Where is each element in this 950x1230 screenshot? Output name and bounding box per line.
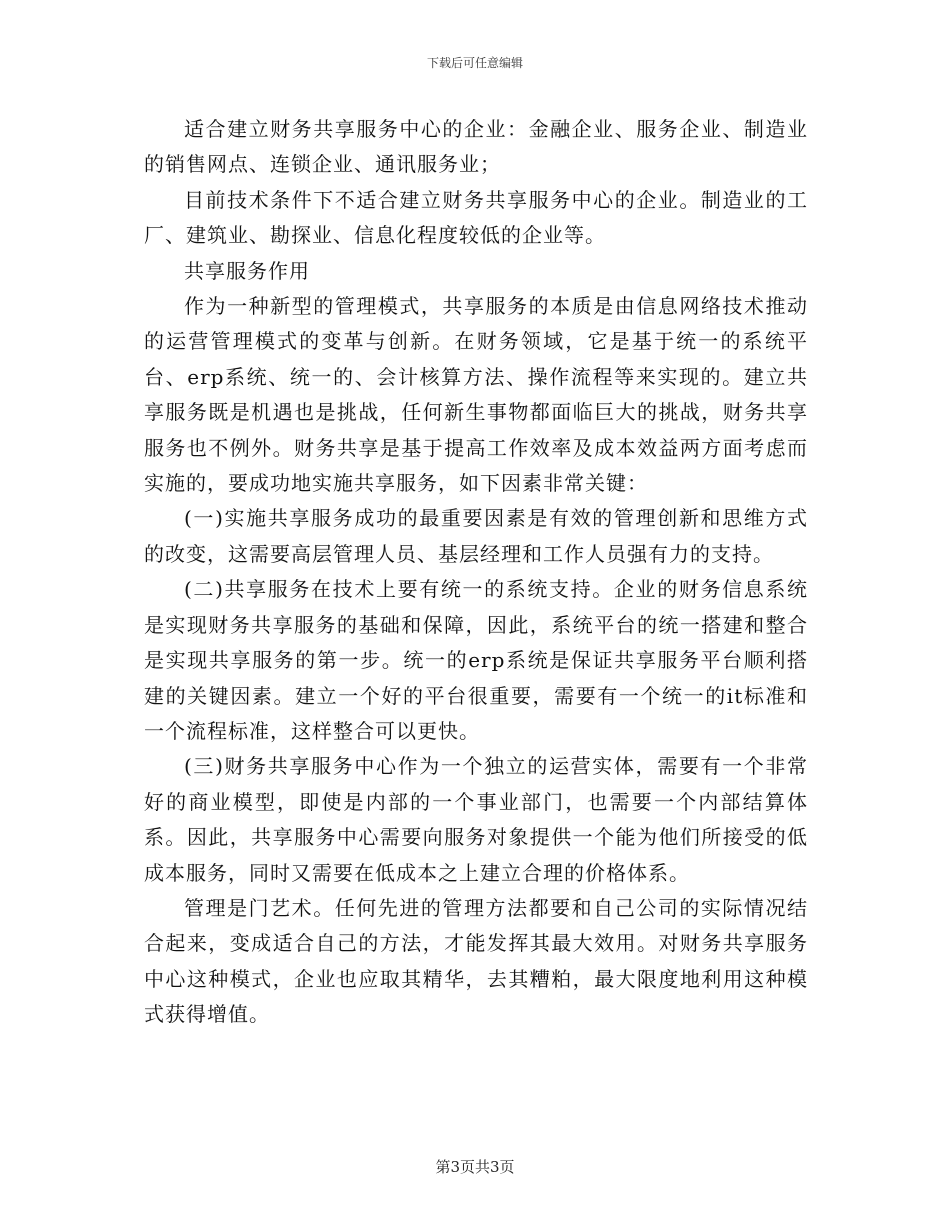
paragraph-factor-one: (一)实施共享服务成功的最重要因素是有效的管理创新和思维方式的改变，这需要高层管理人员、基层经理和工作人员强有力的支持。 — [144, 506, 808, 566]
paragraph-shared-service-essence: 作为一种新型的管理模式，共享服务的本质是由信息网络技术推动的运营管理模式的变革与创新。在财务领域，它是基于统一的系统平台、erp系统、统一的、会计核算方法、操作流程等来实现的。建立共享服务既是机遇也是挑战，任何新生事物都面临巨大的挑战，财务共享服务也不例外。财务共享是基于提高工作效率及成本效益两方面考虑而实施的，要成功地实施共享服务，如下因素非常关键： — [144, 294, 808, 496]
paragraph-conclusion: 管理是门艺术。任何先进的管理方法都要和自己公司的实际情况结合起来，变成适合自己的方法，才能发挥其最大效用。对财务共享服务中心这种模式，企业也应取其精华，去其糟粕，最大限度地利用这种模式获得增值。 — [144, 895, 808, 1027]
paragraph-unsuitable-enterprises: 目前技术条件下不适合建立财务共享服务中心的企业。制造业的工厂、建筑业、勘探业、信息化程度较低的企业等。 — [144, 187, 808, 248]
page-number: 第3页共3页 — [435, 1158, 515, 1176]
paragraph-factor-three: (三)财务共享服务中心作为一个独立的运营实体，需要有一个非常好的商业模型，即使是内部的一个事业部门，也需要一个内部结算体系。因此，共享服务中心需要向服务对象提供一个能为他们所接受的低成本服务，同时又需要在低成本之上建立合理的价格体系。 — [144, 754, 808, 885]
document-body — [144, 112, 808, 1033]
section-heading-shared-service-role: 共享服务作用 — [184, 258, 310, 283]
page-header-note: 下载后可任意编辑 — [426, 56, 523, 70]
paragraph-factor-two: (二)共享服务在技术上要有统一的系统支持。企业的财务信息系统是实现财务共享服务的基础和保障，因此，系统平台的统一搭建和整合是实现共享服务的第一步。统一的erp系统是保证共享服务平台顺利搭建的关键因素。建立一个好的平台很重要，需要有一个统一的it标准和一个流程标准，这样整合可以更快。 — [144, 577, 808, 743]
paragraph-suitable-enterprises: 适合建立财务共享服务中心的企业：金融企业、服务企业、制造业的销售网点、连锁企业、通讯服务业； — [144, 117, 808, 177]
